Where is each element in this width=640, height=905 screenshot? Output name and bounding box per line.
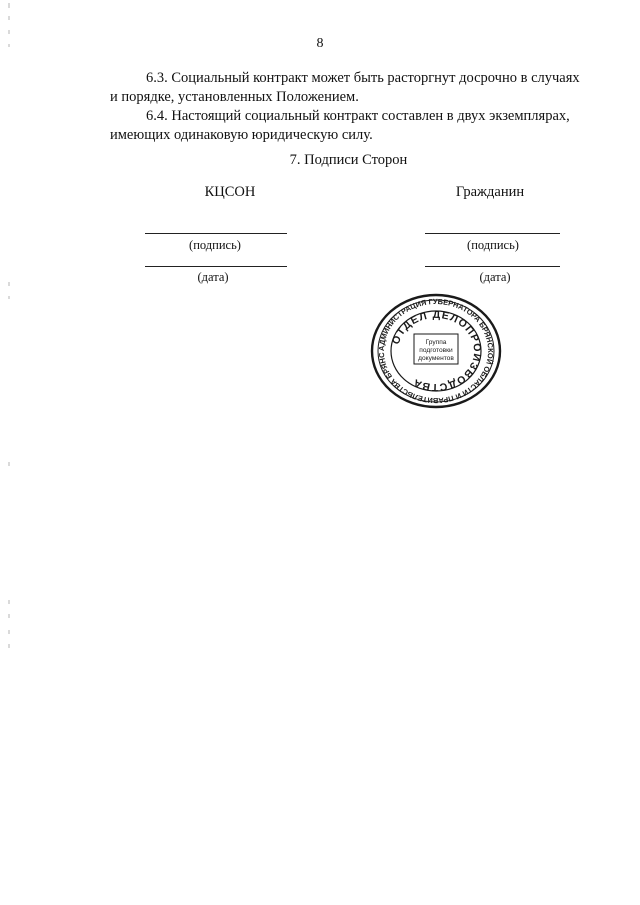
stamp-center-line-2: подготовки	[419, 347, 453, 354]
page-number: 8	[316, 36, 324, 51]
section-title-signatures: 7. Подписи Сторон	[289, 152, 408, 168]
citizen-signature-line	[425, 233, 560, 234]
official-stamp	[370, 293, 502, 409]
citizen-date-caption: (дата)	[479, 270, 511, 284]
citizen-date-line	[425, 266, 560, 267]
clause-6-4-line-1: 6.4. Настоящий социальный контракт составлен в двух экземплярах,	[146, 108, 570, 124]
clause-6-3-line-2: и порядке, установленных Положением.	[110, 89, 359, 105]
kcson-date-caption: (дата)	[197, 270, 229, 284]
clause-6-4-line-2: имеющих одинаковую юридическую силу.	[110, 127, 373, 143]
party-name-citizen: Гражданин	[455, 184, 525, 200]
scan-margin-marks	[6, 0, 14, 905]
party-name-kcson: КЦСОН	[204, 184, 256, 200]
kcson-signature-caption: (подпись)	[189, 238, 241, 252]
stamp-center-line-3: документов	[418, 355, 454, 362]
clause-6-3	[110, 69, 607, 107]
stamp-inner-ring-text: ОТДЕЛ ДЕЛОПРОИЗВОДСТВА	[389, 308, 484, 394]
clause-6-3-line-1: 6.3. Социальный контракт может быть расторгнут досрочно в случаях	[146, 70, 580, 86]
stamp-center-line-1: Группа	[425, 339, 447, 346]
kcson-signature-line	[145, 233, 287, 234]
stamp-seal-icon	[370, 293, 502, 409]
citizen-signature-caption: (подпись)	[467, 238, 519, 252]
kcson-date-line	[145, 266, 287, 267]
stamp-outer-ring-text: АДМИНИСТРАЦИЯ ГУБЕРНАТОРА БРЯНСКОЙ ОБЛАСТИ И ПРАВИТЕЛЬСТВА БРЯНС	[376, 296, 496, 406]
clause-6-4	[110, 107, 607, 145]
